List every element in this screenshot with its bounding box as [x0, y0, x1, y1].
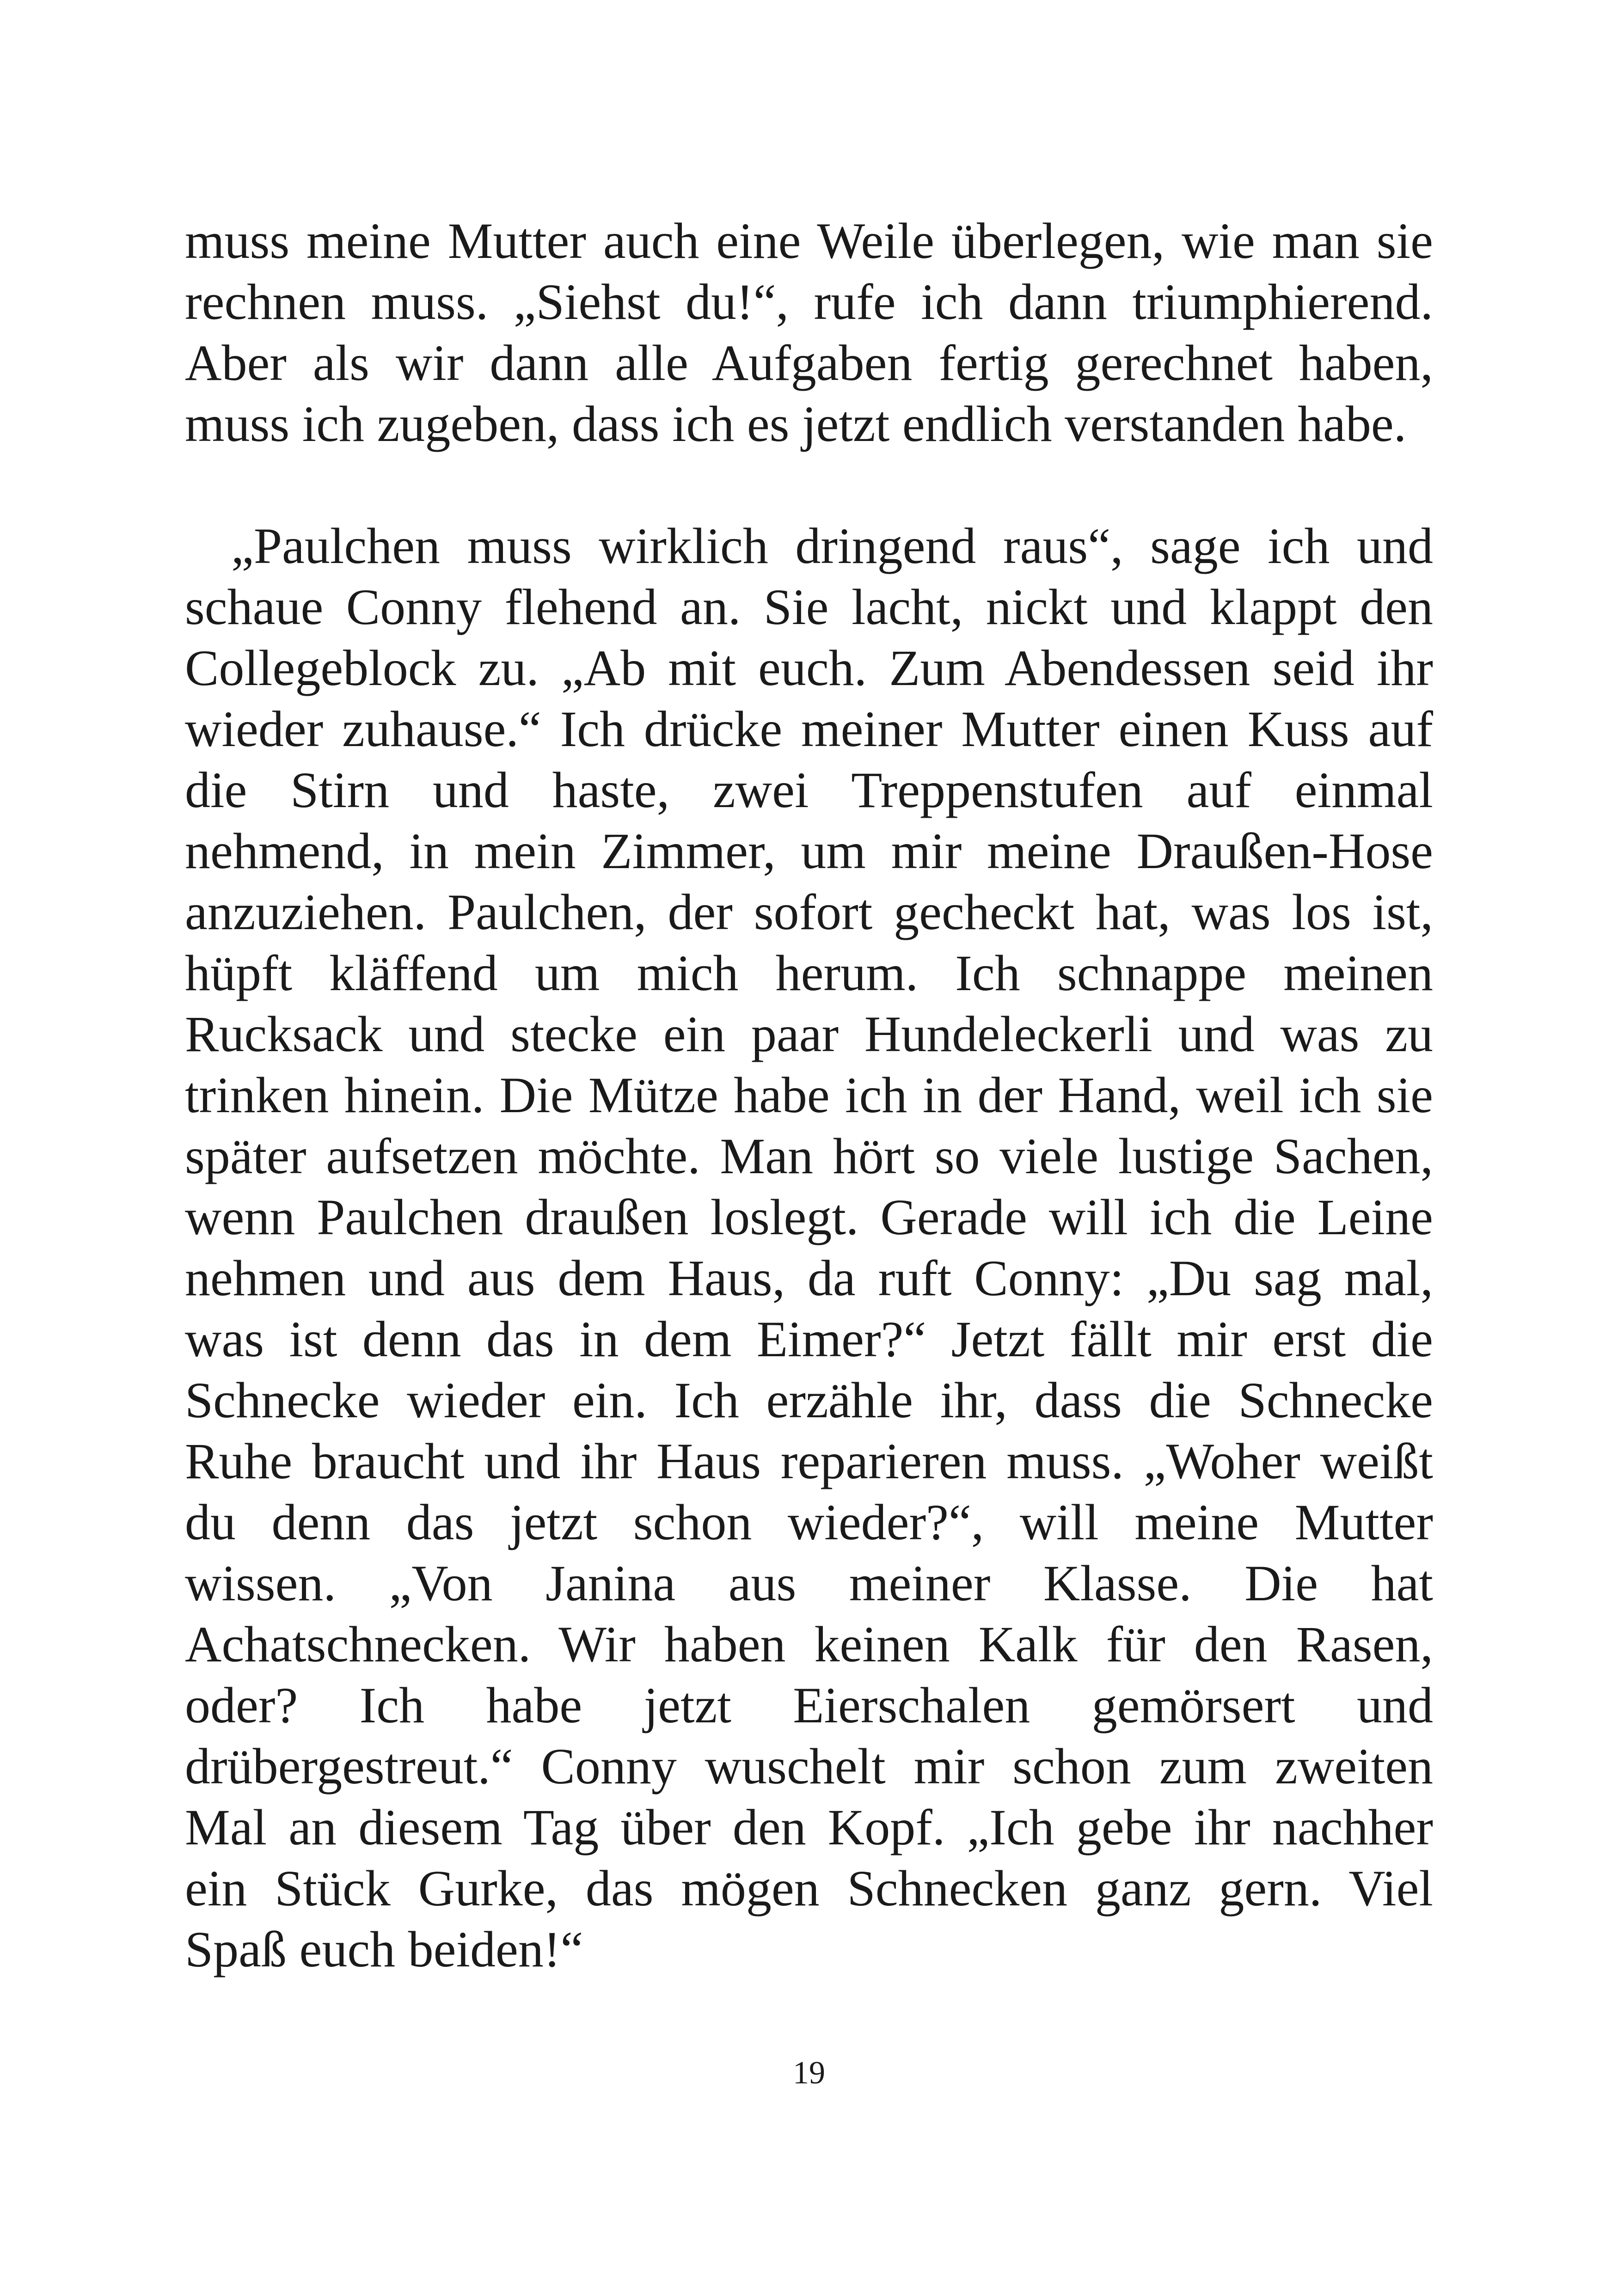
text-line: Ruhe braucht und ihr Haus reparieren muss. „Woher weißt	[185, 1433, 1433, 1489]
text-line: anzuziehen. Paulchen, der sofort gecheckt hat, was los ist,	[185, 884, 1433, 940]
text-line: was ist denn das in dem Eimer?“ Jetzt fällt mir erst die	[185, 1311, 1433, 1367]
text-line: Aber als wir dann alle Aufgaben fertig gerechnet haben,	[185, 335, 1433, 391]
text-line: drübergestreut.“ Conny wuschelt mir schon zum zweiten	[185, 1738, 1433, 1794]
text-line: nehmend, in mein Zimmer, um mir meine Draußen-Hose	[185, 823, 1433, 879]
text-line: wenn Paulchen draußen loslegt. Gerade will ich die Leine	[185, 1189, 1433, 1245]
text-line: Schnecke wieder ein. Ich erzähle ihr, dass die Schnecke	[185, 1372, 1433, 1428]
text-line: trinken hinein. Die Mütze habe ich in der Hand, weil ich sie	[185, 1067, 1433, 1123]
text-line: rechnen muss. „Siehst du!“, rufe ich dann triumphierend.	[185, 274, 1433, 330]
text-line: muss ich zugeben, dass ich es jetzt endlich verstanden habe.	[185, 396, 1407, 452]
text-line: Mal an diesem Tag über den Kopf. „Ich gebe ihr nachher	[185, 1799, 1433, 1855]
text-line: schaue Conny flehend an. Sie lacht, nickt und klappt den	[185, 579, 1433, 635]
text-line: hüpft kläffend um mich herum. Ich schnappe meinen	[185, 945, 1433, 1001]
text-line: Collegeblock zu. „Ab mit euch. Zum Abendessen seid ihr	[185, 640, 1433, 696]
text-line: wissen. „Von Janina aus meiner Klasse. Die hat	[185, 1555, 1433, 1611]
text-line: nehmen und aus dem Haus, da ruft Conny: „Du sag mal,	[185, 1250, 1433, 1306]
page-number: 19	[793, 2055, 825, 2091]
text-line: ein Stück Gurke, das mögen Schnecken ganz gern. Viel	[185, 1860, 1433, 1916]
text-line: Rucksack und stecke ein paar Hundeleckerli und was zu	[185, 1006, 1433, 1062]
text-line: wieder zuhause.“ Ich drücke meiner Mutter einen Kuss auf	[185, 701, 1433, 757]
text-line: die Stirn und haste, zwei Treppenstufen auf einmal	[185, 762, 1433, 818]
text-line: muss meine Mutter auch eine Weile überlegen, wie man sie	[185, 213, 1433, 269]
text-line: oder? Ich habe jetzt Eierschalen gemörsert und	[185, 1677, 1433, 1733]
text-line: Spaß euch beiden!“	[185, 1921, 583, 1978]
text-line: Achatschnecken. Wir haben keinen Kalk für den Rasen,	[185, 1616, 1433, 1672]
paragraph-2	[185, 515, 1433, 1980]
text-line: „Paulchen muss wirklich dringend raus“, sage ich und	[231, 518, 1433, 574]
text-line: du denn das jetzt schon wieder?“, will meine Mutter	[185, 1494, 1433, 1550]
paragraph-1	[185, 210, 1433, 454]
text-line: später aufsetzen möchte. Man hört so viele lustige Sachen,	[185, 1128, 1433, 1184]
